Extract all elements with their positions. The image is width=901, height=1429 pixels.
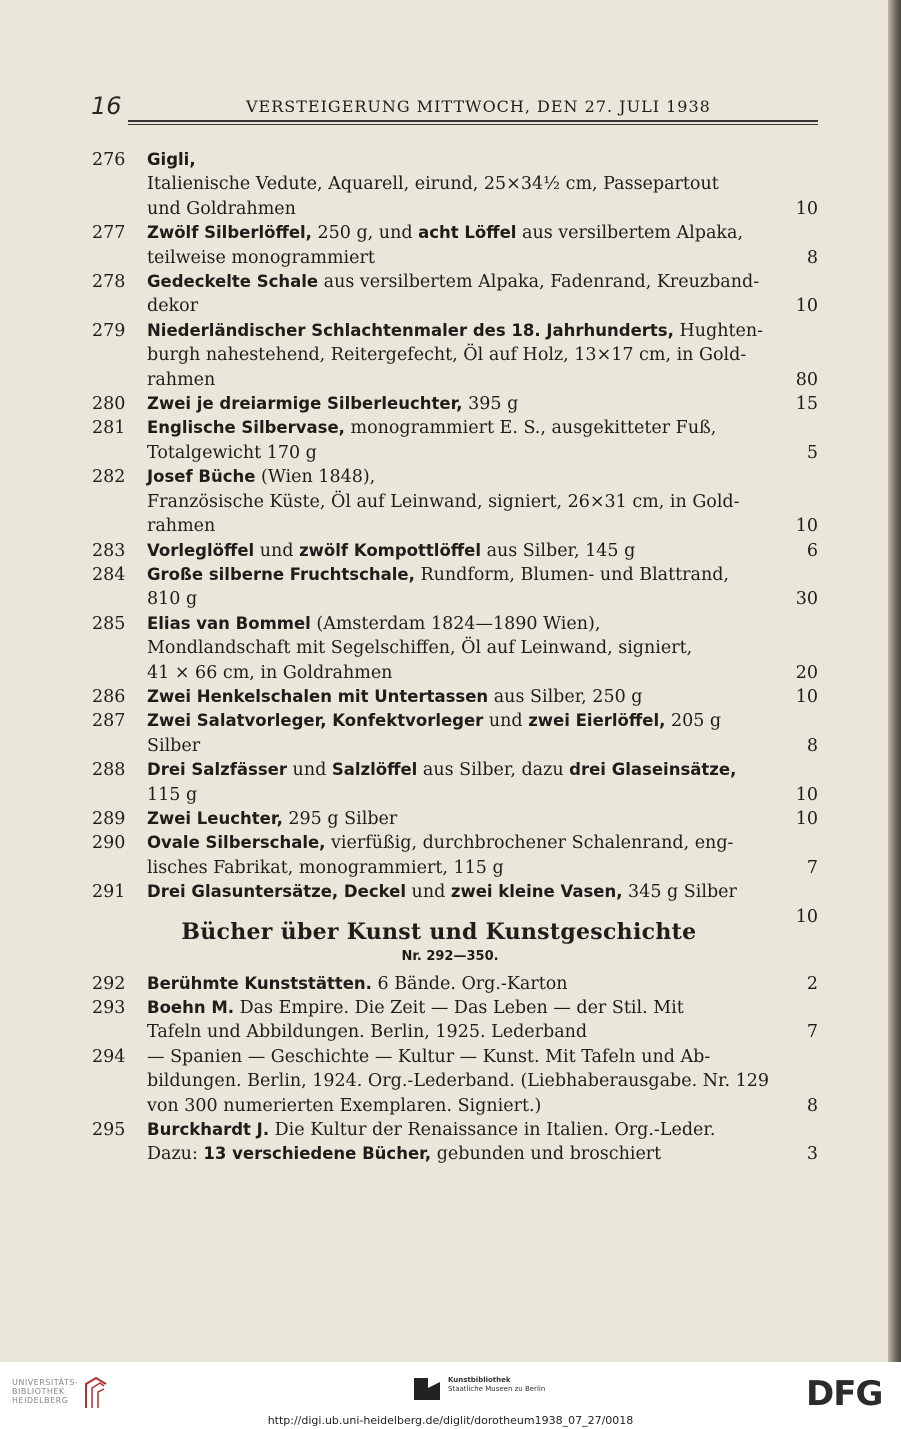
lot-description [147, 612, 818, 685]
text-segment: und [483, 711, 529, 732]
description-line [147, 1020, 818, 1044]
estimate-price: 7 [806, 857, 818, 878]
estimate-price: 6 [806, 540, 818, 561]
description-line [147, 734, 818, 758]
catalog-entry [82, 972, 818, 996]
description-line [147, 661, 818, 685]
estimate-price: 10 [795, 516, 818, 537]
bold-title: Boehn M. [147, 998, 235, 1017]
bold-title: Josef Büche [147, 467, 256, 487]
text-segment: Das Empire. Die Zeit — Das Leben — der Stil. Mit [234, 998, 684, 1018]
lot-number: 290 [92, 833, 126, 854]
lot-description [147, 416, 818, 465]
bold-title: Drei Salzfässer [147, 760, 287, 780]
catalog-entry [82, 709, 818, 758]
lot-number: 295 [92, 1120, 126, 1141]
estimate-price: 10 [795, 808, 818, 829]
header-rule [128, 120, 818, 122]
university-logo-icon [82, 1374, 110, 1412]
estimate-price: 10 [795, 198, 818, 219]
text-segment: (Wien 1848), [255, 467, 376, 488]
bold-title: Englische Silbervase, [147, 418, 345, 438]
text-segment: (Amsterdam 1824—1890 Wien), [310, 613, 601, 634]
lot-number: 281 [92, 418, 126, 439]
footer [0, 1362, 901, 1429]
estimate-price: 7 [806, 1022, 818, 1043]
text-segment: rahmen [147, 369, 216, 390]
text-segment: Italienische Vedute, Aquarell, eirund, 25×34½ cm, Passepartout [147, 174, 719, 195]
text-segment: monogrammiert E. S., ausgekitteter Fuß, [344, 418, 717, 439]
lot-description [147, 996, 818, 1045]
estimate-price: 10 [795, 296, 818, 317]
bold-title: 13 verschiedene Bücher, [203, 1144, 432, 1164]
estimate-price: 10 [795, 784, 818, 805]
text-segment: Silber [147, 735, 201, 756]
text-segment: 810 g [147, 589, 198, 610]
lot-description [147, 1045, 818, 1118]
estimate-price: 8 [806, 735, 818, 756]
lot-description [147, 880, 818, 927]
description-line [147, 343, 818, 367]
estimate-price: 10 [795, 686, 818, 707]
lot-number: 277 [92, 223, 126, 244]
text-segment: 115 g [147, 784, 198, 805]
lot-number: 294 [92, 1046, 126, 1067]
lot-number: 286 [92, 686, 126, 707]
description-line [147, 1142, 818, 1166]
page-header [88, 92, 818, 122]
description-line [147, 416, 818, 440]
bold-title: Salzlöffel [331, 760, 418, 780]
text-segment: Mondlandschaft mit Segelschiffen, Öl auf Leinwand, signiert, [147, 638, 693, 659]
dfg-logo: DFG [806, 1374, 883, 1414]
section-subtitle: Nr. 292—350. [401, 948, 499, 964]
bold-title: Große silberne Fruchtschale, [147, 564, 415, 584]
lot-description [147, 972, 818, 996]
lot-number: 285 [92, 613, 126, 634]
lot-number: 293 [92, 998, 126, 1018]
description-line [147, 758, 818, 782]
lot-number: 292 [92, 973, 126, 994]
bold-title: Gedeckelte Schale [147, 272, 319, 292]
text-segment: Dazu: [147, 1144, 204, 1165]
estimate-price: 15 [795, 394, 818, 415]
bold-title: Ovale Silberschale, [147, 833, 326, 853]
text-segment: 41 × 66 cm, in Goldrahmen [147, 662, 393, 683]
text-segment: lisches Fabrikat, monogrammiert, 115 g [147, 857, 504, 878]
lot-description [147, 319, 818, 392]
catalog-entry [82, 612, 818, 685]
estimate-price: 8 [806, 1095, 818, 1116]
bold-title: Zwei Henkelschalen mit Untertassen [147, 686, 489, 706]
entry-list-silver-art [82, 148, 818, 927]
lot-number: 278 [92, 272, 126, 293]
running-title: VERSTEIGERUNG MITTWOCH, DEN 27. JULI 1938 [246, 97, 711, 116]
estimate-price: 80 [795, 369, 818, 390]
lot-description [147, 758, 818, 807]
bold-title: Zwei Leuchter, [147, 808, 283, 828]
catalog-entry [82, 221, 818, 270]
description-line [147, 465, 818, 489]
description-line [147, 197, 818, 221]
lot-number: 284 [92, 564, 126, 585]
catalog-entry [82, 465, 818, 538]
estimate-price: 20 [795, 662, 818, 683]
bold-title: zwei Eierlöffel, [528, 711, 666, 731]
page-number: 16 [91, 92, 122, 120]
bold-title: acht Löffel [418, 223, 517, 243]
text-segment: 395 g [462, 394, 519, 415]
bold-title: Gigli, [147, 150, 196, 169]
estimate-price: 2 [806, 973, 818, 994]
page-edge [888, 0, 901, 1362]
bold-title: Vorleglöffel [147, 540, 255, 560]
bold-title: Zwölf Silberlöffel, [147, 223, 312, 243]
text-segment: Totalgewicht 170 g [147, 442, 317, 463]
catalog-entry [82, 880, 818, 927]
text-segment: Rundform, Blumen- und Blattrand, [414, 564, 729, 585]
description-line [147, 612, 818, 636]
description-line [147, 587, 818, 611]
estimate-price: 8 [806, 247, 818, 268]
kunstbibliothek-logo-icon [412, 1376, 442, 1402]
lot-description [147, 807, 818, 831]
catalog-entry [82, 392, 818, 416]
text-segment: burgh nahestehend, Reitergefecht, Öl auf Holz, 13×17 cm, in Gold- [147, 345, 747, 366]
catalog-entry [82, 270, 818, 319]
permalink-url[interactable]: http://digi.ub.uni-heidelberg.de/diglit/dorotheum1938_07_27/0018 [267, 1414, 634, 1427]
catalog-entry [82, 416, 818, 465]
text-segment: 205 g [665, 711, 722, 732]
description-line [147, 368, 818, 392]
text-segment: rahmen [147, 516, 216, 537]
lot-number: 276 [92, 150, 126, 170]
description-line [147, 831, 818, 855]
bold-title: zwei kleine Vasen, [450, 882, 623, 902]
catalog-entry [82, 319, 818, 392]
text-segment: 250 g, und [311, 223, 419, 244]
description-line [147, 807, 818, 831]
catalog-entry [82, 996, 818, 1045]
catalog-entry [82, 1045, 818, 1118]
text-segment: dekor [147, 296, 199, 317]
lot-description [147, 685, 818, 709]
bold-title: Zwei Salatvorleger, Konfektvorleger [147, 711, 484, 731]
lot-description [147, 392, 818, 416]
bold-title: Berühmte Kunststätten. [147, 973, 372, 993]
text-segment: teilweise monogrammiert [147, 247, 375, 268]
estimate-price: 30 [795, 589, 818, 610]
lot-number: 291 [92, 882, 126, 903]
description-line [147, 148, 818, 172]
lot-number: 282 [92, 467, 126, 488]
lot-number: 287 [92, 711, 126, 732]
description-line [147, 783, 818, 807]
kunstbibliothek-label: Kunstbibliothek Staatliche Museen zu Berlin [448, 1376, 546, 1393]
text-segment: aus versilbertem Alpaka, [516, 223, 744, 244]
estimate-price: 3 [806, 1144, 818, 1165]
text-segment: Die Kultur der Renaissance in Italien. Org.-Leder. [269, 1120, 716, 1141]
text-segment: Hughten- [673, 320, 764, 341]
text-segment: und Goldrahmen [147, 198, 296, 219]
catalog-entry [82, 563, 818, 612]
lot-description [147, 1118, 818, 1167]
text-segment: 6 Bände. Org.-Karton [371, 973, 568, 994]
university-library-name: UNIVERSITÄTS- BIBLIOTHEK HEIDELBERG [12, 1378, 79, 1405]
description-line [147, 636, 818, 660]
text-segment: — Spanien — Geschichte — Kultur — Kunst. Mit Tafeln und Ab- [147, 1046, 711, 1067]
bold-title: Drei Glasuntersätze, Deckel [147, 882, 406, 902]
lot-description [147, 465, 818, 538]
lot-description [147, 563, 818, 612]
catalog-entry [82, 1118, 818, 1167]
description-line [147, 563, 818, 587]
description-line [147, 996, 818, 1020]
estimate-price: 5 [806, 442, 818, 463]
description-line [147, 685, 818, 709]
catalog-entry [82, 831, 818, 880]
lot-description [147, 539, 818, 563]
text-segment: vierfüßig, durchbrochener Schalenrand, eng- [325, 833, 734, 854]
text-segment: aus Silber, 145 g [481, 540, 636, 561]
description-line [147, 972, 818, 996]
description-line [147, 709, 818, 733]
catalog-entry [82, 758, 818, 807]
catalog-entry [82, 148, 818, 221]
text-segment: und [405, 882, 451, 903]
description-line [147, 856, 818, 880]
text-segment: 345 g Silber [622, 882, 737, 903]
description-line [147, 1118, 818, 1142]
lot-description [147, 148, 818, 221]
description-line [147, 172, 818, 196]
description-line [147, 319, 818, 343]
text-segment: gebunden und broschiert [431, 1144, 662, 1165]
catalog-entries [82, 148, 818, 1167]
lot-number: 283 [92, 540, 126, 561]
lot-description [147, 709, 818, 758]
bold-title: Zwei je dreiarmige Silberleuchter, [147, 394, 463, 414]
text-segment: Französische Küste, Öl auf Leinwand, signiert, 26×31 cm, in Gold- [147, 491, 740, 512]
catalog-entry [82, 807, 818, 831]
lot-description [147, 831, 818, 880]
bold-title: zwölf Kompottlöffel [299, 540, 481, 560]
entry-list-books [82, 972, 818, 1167]
description-line [147, 221, 818, 245]
lot-number: 280 [92, 394, 126, 415]
description-line [147, 246, 818, 270]
description-line [147, 1069, 818, 1093]
description-line [147, 270, 818, 294]
description-line [147, 1094, 818, 1118]
text-segment: und [254, 540, 300, 561]
description-line [147, 490, 818, 514]
text-segment: von 300 numerierten Exemplaren. Signiert.) [147, 1095, 542, 1116]
text-segment: aus Silber, 250 g [488, 686, 643, 707]
text-segment: 295 g Silber [282, 808, 398, 829]
estimate-price: 10 [795, 906, 818, 927]
description-line [147, 880, 818, 904]
description-line [147, 514, 818, 538]
catalog-entry [82, 539, 818, 563]
bold-title: Niederländischer Schlachtenmaler des 18. Jahrhunderts, [147, 320, 674, 340]
catalog-entry [82, 685, 818, 709]
description-line [147, 294, 818, 318]
description-line [147, 441, 818, 465]
lot-description [147, 270, 818, 319]
lot-number: 289 [92, 808, 126, 829]
text-segment: bildungen. Berlin, 1924. Org.-Lederband. (Liebhaberausgabe. Nr. 129 [147, 1071, 769, 1092]
text-segment: aus Silber, dazu [417, 760, 570, 781]
section-title: Bücher über Kunst und Kunstgeschichte [181, 918, 697, 945]
lot-description [147, 221, 818, 270]
lot-number: 288 [92, 760, 126, 781]
bold-title: drei Glaseinsätze, [569, 760, 737, 780]
description-line [147, 1045, 818, 1069]
lot-number: 279 [92, 320, 126, 341]
header-rule-thin [128, 124, 818, 125]
bold-title: Elias van Bommel [147, 613, 311, 633]
text-segment: und [286, 760, 332, 781]
text-segment: Tafeln und Abbildungen. Berlin, 1925. Lederband [147, 1022, 588, 1043]
text-segment: aus versilbertem Alpaka, Fadenrand, Kreuzband- [318, 272, 760, 293]
bold-title: Burckhardt J. [147, 1120, 270, 1140]
description-line [147, 392, 818, 416]
description-line [147, 539, 818, 563]
